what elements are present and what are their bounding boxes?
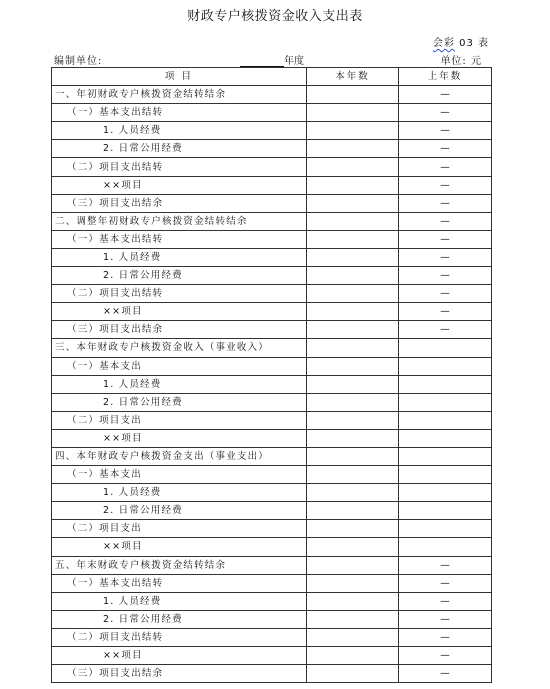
table-row <box>52 86 492 104</box>
row-item-label: 1. 人员经费 <box>52 592 307 610</box>
table-row <box>52 466 492 484</box>
row-previous-year-value: — <box>399 592 492 610</box>
row-current-year-value <box>307 429 399 447</box>
row-previous-year-value: — <box>399 574 492 592</box>
row-current-year-value <box>307 339 399 357</box>
table-row <box>52 375 492 393</box>
report-table <box>51 67 492 683</box>
table-row <box>52 610 492 628</box>
table-row <box>52 429 492 447</box>
row-previous-year-value <box>399 466 492 484</box>
row-item-label: （一）基本支出结转 <box>52 104 307 122</box>
row-item-label: 五、年末财政专户核拨资金结转结余 <box>52 556 307 574</box>
row-previous-year-value: — <box>399 140 492 158</box>
row-current-year-value <box>307 466 399 484</box>
table-row <box>52 647 492 665</box>
form-number-suffix: 03 表 <box>454 38 489 49</box>
table-row <box>52 248 492 266</box>
row-previous-year-value: — <box>399 122 492 140</box>
table-header-row <box>52 68 492 86</box>
year-label: 年度 <box>284 56 304 67</box>
row-item-label: 1. 人员经费 <box>52 248 307 266</box>
row-item-label: ××项目 <box>52 303 307 321</box>
row-item-label: （二）项目支出 <box>52 411 307 429</box>
year-blank <box>240 55 284 67</box>
row-previous-year-value: — <box>399 194 492 212</box>
header-item: 项 目 <box>52 68 307 86</box>
row-current-year-value <box>307 393 399 411</box>
row-current-year-value <box>307 447 399 465</box>
row-item-label: 2. 日常公用经费 <box>52 140 307 158</box>
row-previous-year-value <box>399 357 492 375</box>
row-current-year-value <box>307 502 399 520</box>
row-current-year-value <box>307 285 399 303</box>
preparing-unit-label: 编制单位: <box>54 56 103 67</box>
table-row <box>52 520 492 538</box>
row-previous-year-value: — <box>399 212 492 230</box>
row-previous-year-value <box>399 375 492 393</box>
row-item-label: ××项目 <box>52 429 307 447</box>
row-previous-year-value: — <box>399 610 492 628</box>
report-title: 财政专户核拨资金收入支出表 <box>187 9 363 24</box>
table-row <box>52 285 492 303</box>
table-row <box>52 230 492 248</box>
row-previous-year-value: — <box>399 158 492 176</box>
row-current-year-value <box>307 194 399 212</box>
row-previous-year-value: — <box>399 230 492 248</box>
row-previous-year-value <box>399 484 492 502</box>
table-row <box>52 574 492 592</box>
row-previous-year-value <box>399 393 492 411</box>
row-item-label: ××项目 <box>52 176 307 194</box>
row-item-label: 二、调整年初财政专户核拨资金结转结余 <box>52 212 307 230</box>
table-row <box>52 104 492 122</box>
table-row <box>52 538 492 556</box>
table-row <box>52 122 492 140</box>
table-row <box>52 339 492 357</box>
table-row <box>52 176 492 194</box>
row-item-label: （三）项目支出结余 <box>52 321 307 339</box>
currency-unit-label: 单位: 元 <box>440 56 482 67</box>
row-previous-year-value: — <box>399 104 492 122</box>
row-current-year-value <box>307 610 399 628</box>
row-current-year-value <box>307 538 399 556</box>
row-current-year-value <box>307 592 399 610</box>
row-item-label: 四、本年财政专户核拨资金支出（事业支出） <box>52 447 307 465</box>
row-current-year-value <box>307 411 399 429</box>
row-item-label: 1. 人员经费 <box>52 375 307 393</box>
row-item-label: 1. 人员经费 <box>52 484 307 502</box>
row-item-label: 2. 日常公用经费 <box>52 393 307 411</box>
row-item-label: （一）基本支出结转 <box>52 230 307 248</box>
header-previous-year: 上年数 <box>399 68 492 86</box>
row-item-label: 2. 日常公用经费 <box>52 267 307 285</box>
row-current-year-value <box>307 158 399 176</box>
row-item-label: 一、年初财政专户核拨资金结转结余 <box>52 86 307 104</box>
row-current-year-value <box>307 267 399 285</box>
row-item-label: ××项目 <box>52 647 307 665</box>
table-row <box>52 267 492 285</box>
row-current-year-value <box>307 321 399 339</box>
row-previous-year-value: — <box>399 556 492 574</box>
row-previous-year-value <box>399 411 492 429</box>
row-item-label: 1. 人员经费 <box>52 122 307 140</box>
row-current-year-value <box>307 104 399 122</box>
table-row <box>52 665 492 683</box>
form-number-prefix: 会彩 <box>432 38 455 49</box>
row-item-label: 三、本年财政专户核拨资金收入（事业收入） <box>52 339 307 357</box>
row-current-year-value <box>307 176 399 194</box>
row-current-year-value <box>307 303 399 321</box>
row-current-year-value <box>307 212 399 230</box>
report-meta <box>54 52 490 66</box>
row-previous-year-value: — <box>399 267 492 285</box>
row-current-year-value <box>307 140 399 158</box>
table-row <box>52 411 492 429</box>
row-current-year-value <box>307 122 399 140</box>
table-row <box>52 592 492 610</box>
row-previous-year-value: — <box>399 647 492 665</box>
row-current-year-value <box>307 357 399 375</box>
row-current-year-value <box>307 86 399 104</box>
table-row <box>52 303 492 321</box>
table-row <box>52 212 492 230</box>
row-item-label: （二）项目支出结转 <box>52 285 307 303</box>
row-current-year-value <box>307 230 399 248</box>
table-row <box>52 447 492 465</box>
row-previous-year-value <box>399 538 492 556</box>
row-current-year-value <box>307 375 399 393</box>
row-item-label: ××项目 <box>52 538 307 556</box>
row-current-year-value <box>307 484 399 502</box>
row-item-label: （三）项目支出结余 <box>52 194 307 212</box>
row-item-label: （一）基本支出结转 <box>52 574 307 592</box>
row-previous-year-value: — <box>399 665 492 683</box>
row-previous-year-value: — <box>399 86 492 104</box>
table-row <box>52 628 492 646</box>
row-item-label: （二）项目支出结转 <box>52 158 307 176</box>
row-previous-year-value: — <box>399 628 492 646</box>
row-previous-year-value: — <box>399 303 492 321</box>
table-row <box>52 393 492 411</box>
row-item-label: 2. 日常公用经费 <box>52 610 307 628</box>
row-item-label: （二）项目支出 <box>52 520 307 538</box>
table-row <box>52 158 492 176</box>
row-item-label: （二）项目支出结转 <box>52 628 307 646</box>
row-current-year-value <box>307 574 399 592</box>
form-number <box>433 34 489 49</box>
table-row <box>52 321 492 339</box>
table-row <box>52 502 492 520</box>
row-previous-year-value <box>399 520 492 538</box>
row-previous-year-value <box>399 502 492 520</box>
table-row <box>52 140 492 158</box>
table-row <box>52 194 492 212</box>
row-item-label: （一）基本支出 <box>52 357 307 375</box>
row-previous-year-value: — <box>399 176 492 194</box>
row-previous-year-value <box>399 447 492 465</box>
row-current-year-value <box>307 248 399 266</box>
header-current-year: 本年数 <box>307 68 399 86</box>
row-previous-year-value <box>399 429 492 447</box>
table-row <box>52 357 492 375</box>
row-previous-year-value: — <box>399 321 492 339</box>
row-current-year-value <box>307 647 399 665</box>
report-year <box>240 52 304 67</box>
row-item-label: 2. 日常公用经费 <box>52 502 307 520</box>
row-current-year-value <box>307 520 399 538</box>
table-row <box>52 556 492 574</box>
row-current-year-value <box>307 665 399 683</box>
row-current-year-value <box>307 556 399 574</box>
row-item-label: （三）项目支出结余 <box>52 665 307 683</box>
row-current-year-value <box>307 628 399 646</box>
table-row <box>52 484 492 502</box>
row-item-label: （一）基本支出 <box>52 466 307 484</box>
row-previous-year-value: — <box>399 248 492 266</box>
row-previous-year-value <box>399 339 492 357</box>
row-previous-year-value: — <box>399 285 492 303</box>
